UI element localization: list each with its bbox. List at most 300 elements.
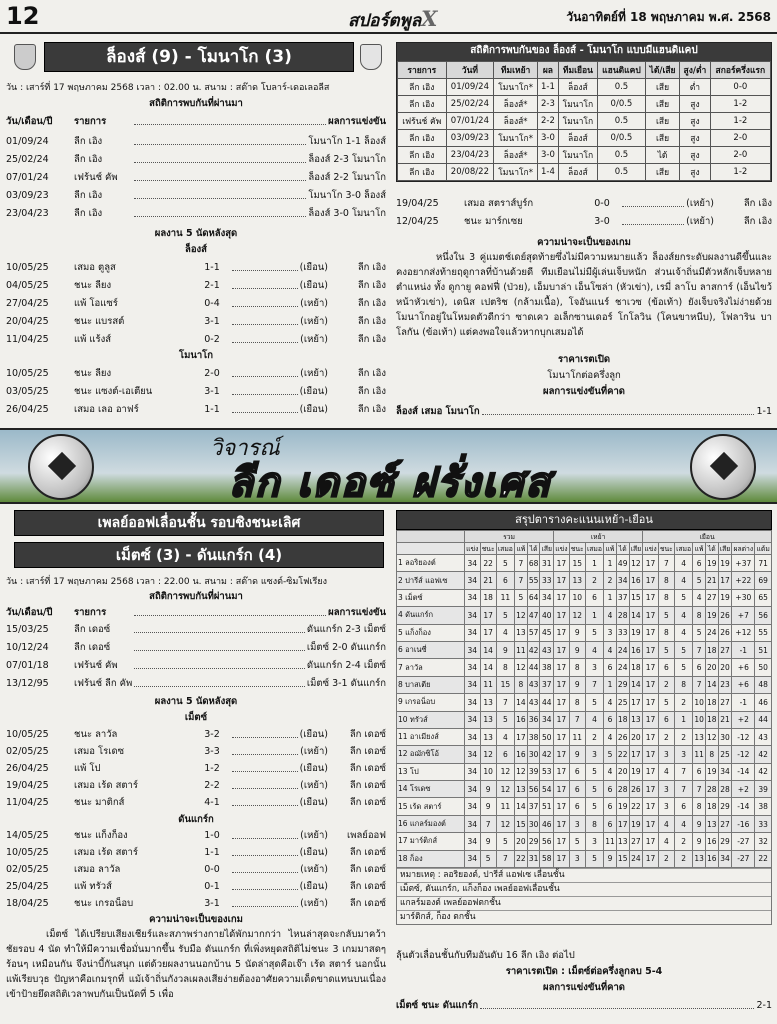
standings-cell: 4 [585, 711, 603, 728]
standings-cell: 15 [616, 850, 629, 867]
standings-cell: 7 [515, 555, 528, 572]
standings-cell: 17 [554, 572, 570, 589]
standings-cell: 4 [674, 607, 692, 624]
stat-cell: 1-1 [538, 79, 559, 96]
standings-cell: 9 [569, 676, 585, 693]
standings-cell: 19 [629, 763, 643, 780]
standings-cell: 25 [718, 746, 732, 763]
venue: (เหย้า) [300, 746, 328, 757]
standings-cell: 8 [569, 694, 585, 711]
pred-score: 1-1 [756, 406, 772, 417]
standings-cell: 11 [496, 798, 514, 815]
standings-cell: 24 [616, 659, 629, 676]
stat-cell: 2-3 [538, 96, 559, 113]
col-date: วัน/เดือน/ปี [6, 607, 53, 618]
standings-cell: 9 [569, 746, 585, 763]
standings-cell: 55 [527, 572, 540, 589]
stat-col-header: แฮนดิแคป [597, 62, 645, 79]
standings-cell: 17 [480, 624, 496, 641]
standings-cell: 34 [465, 850, 481, 867]
stat-cell: ลีก เอิง [398, 147, 447, 164]
match-date: 26/04/25 [6, 404, 49, 415]
standings-cell: 3 [569, 815, 585, 832]
standings-cell: 27 [718, 694, 732, 711]
match-date: 11/04/25 [6, 334, 49, 345]
score: 2-1 [204, 280, 220, 291]
standings-cell: 27 [629, 833, 643, 850]
h2h-row [6, 622, 386, 637]
opponent: แพ้ แร้งส์ [74, 334, 112, 345]
h2h-row [6, 658, 386, 673]
standings-cell: 7 [585, 676, 603, 693]
table-row [397, 763, 772, 780]
competition: ลีก เดอซ์ [349, 746, 386, 757]
competition: ลีก เอิง [743, 216, 772, 227]
standings-cell: 17 [643, 694, 659, 711]
standings-cell: 19 [718, 555, 732, 572]
page-header [0, 0, 777, 34]
standings-cell: 5 [585, 763, 603, 780]
score: 3-1 [204, 898, 220, 909]
standings-cell: 55 [755, 624, 772, 641]
standings-cell: -12 [732, 728, 755, 745]
standings-cell: 34 [465, 746, 481, 763]
standings-cell: 11 [693, 746, 706, 763]
standings-cell: 3 [658, 781, 674, 798]
match-date: 10/05/25 [6, 847, 49, 858]
form-row [6, 402, 386, 417]
venue: (เยือน) [299, 763, 328, 774]
standings-cell: 9 [480, 798, 496, 815]
dot-leader [232, 795, 298, 806]
brand-logo [348, 6, 437, 34]
standings-cell: 1 [585, 607, 603, 624]
standings-cell: -12 [732, 746, 755, 763]
match-date: 11/04/25 [6, 797, 49, 808]
playoff-title: เพลย์ออฟเลื่อนชั้น รอบชิงชนะเลิศ [14, 510, 384, 536]
standings-cell: 19 [705, 607, 718, 624]
team-name: 11 อาเมียงส์ [397, 728, 465, 745]
standings-cell: 10 [693, 694, 706, 711]
match1-h2h-header [6, 114, 386, 129]
standings-cell: 22 [616, 746, 629, 763]
standings-cell: 7 [693, 781, 706, 798]
standings-cell: 19 [705, 763, 718, 780]
standings-cell: 27 [705, 589, 718, 606]
standings-cell: 6 [693, 555, 706, 572]
standings-cell: 4 [674, 815, 692, 832]
venue: (เหย้า) [300, 334, 328, 345]
standings-cell: 6 [604, 781, 617, 798]
standings-cell: 34 [540, 589, 554, 606]
banner-subtitle: วิจารณ์ [210, 436, 280, 461]
standings-cell: 12 [496, 815, 514, 832]
stat-cell: 2-0 [710, 130, 770, 147]
competition: ลีก เอิง [74, 136, 103, 147]
standings-cell: 14 [629, 607, 643, 624]
lens-crest-icon [14, 44, 36, 70]
standings-cell: 10 [480, 763, 496, 780]
competition: เฟร้นช์ คัพ [74, 660, 118, 671]
standings-sub-header: ได้ [616, 543, 629, 555]
standings-sub-header: แพ้ [604, 543, 617, 555]
standings-cell: 4 [658, 763, 674, 780]
standings-cell: 7 [674, 763, 692, 780]
standings-cell: 34 [465, 833, 481, 850]
stat-col-header: วันที่ [446, 62, 494, 79]
dot-leader [232, 296, 298, 307]
form-row [6, 778, 386, 793]
standings-cell: 5 [658, 607, 674, 624]
standings-cell: 13 [480, 694, 496, 711]
stat-cell: 3-0 [538, 147, 559, 164]
stat-cell: เสีย [645, 96, 679, 113]
standings-cell: 17 [554, 641, 570, 658]
standings-cell: 17 [643, 555, 659, 572]
standings-cell: 6 [569, 798, 585, 815]
dot-leader [232, 828, 298, 839]
standings-cell: 1 [604, 589, 617, 606]
standings-cell: 8 [658, 589, 674, 606]
match2-h2h-title: สถิติการพบกันที่ผ่านมา [149, 591, 243, 602]
competition: ลีก เอิง [357, 386, 386, 397]
standings-note: เม็ตซ์, ดันแกร์ก, แก็งก็อง เพลย์ออฟเลื่อนชั้น [397, 882, 771, 896]
standings-cell: 36 [527, 711, 540, 728]
standings-cell: 17 [554, 781, 570, 798]
stat-cell: 0/0.5 [597, 130, 645, 147]
standings-cell: 2 [658, 676, 674, 693]
standings-cell: 6 [693, 763, 706, 780]
standings-cell: 8 [515, 676, 528, 693]
standings-note: แกลร์มองต์ เพลย์ออฟตกชั้น [397, 896, 771, 910]
standings-cell: 3 [585, 659, 603, 676]
standings-cell: 49 [616, 555, 629, 572]
match-date: 02/05/25 [6, 864, 49, 875]
standings-cell: 45 [540, 624, 554, 641]
venue: (เหย้า) [300, 898, 328, 909]
blank-cell [397, 543, 465, 555]
standings-cell: 4 [604, 607, 617, 624]
match-date: 07/01/18 [6, 660, 49, 671]
standings-cell: 5 [658, 641, 674, 658]
form-row [6, 761, 386, 776]
standings-cell: 34 [465, 572, 481, 589]
match-date: 07/01/24 [6, 172, 49, 183]
standings-cell: 10 [569, 589, 585, 606]
competition: ลีก เดอซ์ [349, 763, 386, 774]
table-row [397, 728, 772, 745]
standings-cell: 13 [569, 572, 585, 589]
page-number: 12 [6, 2, 40, 30]
match-date: 19/04/25 [396, 198, 439, 209]
dot-leader [134, 658, 305, 669]
standings-cell: 17 [554, 815, 570, 832]
standings-cell: 8 [658, 572, 674, 589]
standings-cell: 13 [705, 815, 718, 832]
standings-cell: 31 [527, 850, 540, 867]
stat-cell: ล็องส์* [494, 147, 538, 164]
standings-cell: 7 [496, 850, 514, 867]
banner-title: ลีก เดอซ์ ฝรั่งเศส [228, 460, 552, 504]
standings-cell: 30 [527, 815, 540, 832]
opponent: เสมอ เร้ด สตาร์ [74, 847, 138, 858]
standings-cell: 6 [604, 659, 617, 676]
standings-cell: 3 [604, 624, 617, 641]
match-date: 15/03/25 [6, 624, 49, 635]
stat-row [398, 164, 771, 181]
standings-cell: 15 [515, 815, 528, 832]
standings-cell: 4 [604, 728, 617, 745]
standings-cell: 12 [515, 763, 528, 780]
competition: ลีก เดอซ์ [349, 797, 386, 808]
standings-cell: 17 [643, 641, 659, 658]
opponent: ชนะ แบรสต์ [74, 316, 125, 327]
standings-sub-header: แข่ง [465, 543, 481, 555]
standings-cell: 46 [755, 694, 772, 711]
match-date: 10/05/25 [6, 729, 49, 740]
pred-text: ล็องส์ เสมอ โมนาโก [396, 406, 480, 417]
table-row [397, 607, 772, 624]
standings-cell: 18 [616, 711, 629, 728]
stat-cell: สูง [680, 147, 711, 164]
standings-cell: 43 [540, 641, 554, 658]
match1-odds: โมนาโกต่อครึ่งลูก [547, 370, 621, 381]
standings-cell: 17 [554, 763, 570, 780]
stat-cell: ได้ [645, 147, 679, 164]
standings-cell: 8 [674, 676, 692, 693]
match-date: 23/04/23 [6, 208, 49, 219]
standings-sub-header: แต้ม [755, 543, 772, 555]
standings-cell: 6 [604, 711, 617, 728]
standings-cell: +37 [732, 555, 755, 572]
score: 3-1 [204, 386, 220, 397]
dot-leader [232, 366, 298, 377]
stat-cell: ล็องส์ [558, 164, 597, 181]
standings-sub-header: แข่ง [554, 543, 570, 555]
standings-cell: -27 [732, 833, 755, 850]
standings-cell: -1 [732, 641, 755, 658]
standings-cell: 5 [693, 572, 706, 589]
standings-cell: 17 [643, 850, 659, 867]
dot-leader [134, 152, 306, 163]
standings-cell: 28 [616, 607, 629, 624]
h2h-row [6, 188, 386, 203]
standings-cell: 16 [705, 850, 718, 867]
standings-cell: 5 [585, 850, 603, 867]
standings-cell: 26 [718, 624, 732, 641]
venue: (เหย้า) [686, 198, 714, 209]
standings-cell: 20 [515, 833, 528, 850]
standings-sub-header: เสมอ [674, 543, 692, 555]
standings-cell: 15 [629, 589, 643, 606]
standings-cell: 17 [554, 833, 570, 850]
score: 0-4 [204, 298, 220, 309]
col-result: ผลการแข่งขัน [328, 607, 386, 618]
score: 2-0 [204, 368, 220, 379]
standings-cell: 2 [658, 728, 674, 745]
venue: (เยือน) [299, 797, 328, 808]
match-date: 18/04/25 [6, 898, 49, 909]
stat-cell: ลีก เอิง [398, 164, 447, 181]
standings-cell: 53 [540, 763, 554, 780]
stat-cell: ลีก เอิง [398, 79, 447, 96]
match-result: ดันแกร์ก 2-4 เม็ตซ์ [306, 660, 386, 671]
match-date: 04/05/25 [6, 280, 49, 291]
standings-cell: +30 [732, 589, 755, 606]
standings-cell: 17 [554, 728, 570, 745]
match-date: 03/09/23 [6, 190, 49, 201]
standings-cell: 5 [569, 833, 585, 850]
dot-leader [134, 676, 305, 687]
col-comp: รายการ [74, 607, 107, 618]
competition: เพลย์ออฟ [346, 830, 386, 841]
competition: ลีก เอิง [743, 198, 772, 209]
standings-cell: +6 [732, 676, 755, 693]
standings-cell: 56 [540, 833, 554, 850]
match-date: 25/02/24 [6, 154, 49, 165]
standings-cell: 12 [496, 781, 514, 798]
competition: เฟร้นช์ ลีก คัพ [74, 678, 133, 689]
dot-leader [232, 778, 298, 789]
stat-cell: เฟร้นช์ คัพ [398, 113, 447, 130]
standings-cell: 6 [674, 798, 692, 815]
issue-date: วันอาทิตย์ที่ 18 พฤษภาคม พ.ศ. 2568 [566, 10, 771, 24]
team-name: 10 ทรัวส์ [397, 711, 465, 728]
standings-cell: 7 [693, 676, 706, 693]
competition: ลีก เดอซ์ [349, 864, 386, 875]
h2h-row [6, 134, 386, 149]
standings-cell: 7 [496, 694, 514, 711]
match-date: 14/05/25 [6, 830, 49, 841]
standings-cell: 38 [540, 659, 554, 676]
match1-prob-title: ความน่าจะเป็นของเกม [537, 237, 631, 248]
standings-cell: 8 [569, 659, 585, 676]
standings-cell: 11 [604, 833, 617, 850]
standings-note: หมายเหตุ : ลอริยองต์, ปารีส์ แอฟเซ เลื่อนชั้น [397, 868, 771, 882]
standings-cell: 13 [693, 850, 706, 867]
opponent: ชนะ มาติกส์ [74, 797, 125, 808]
standings-cell: 9 [569, 624, 585, 641]
standings-cell: 1 [585, 555, 603, 572]
standings-cell: 19 [629, 815, 643, 832]
standings-cell: 8 [585, 815, 603, 832]
standings-cell: 27 [718, 815, 732, 832]
standings-cell: 33 [540, 572, 554, 589]
standings-cell: 17 [616, 815, 629, 832]
standings-group-header: เหย้า [554, 531, 643, 543]
standings-cell: 5 [674, 659, 692, 676]
stat-cell: 03/09/23 [446, 130, 494, 147]
stat-col-header: ทีมเหย้า [494, 62, 538, 79]
table-row [397, 798, 772, 815]
standings-cell: 12 [515, 607, 528, 624]
standings-cell: 22 [629, 798, 643, 815]
standings-cell: 1 [674, 711, 692, 728]
table-row [397, 659, 772, 676]
form-row [6, 384, 386, 399]
dot-leader [134, 170, 306, 181]
table-row [397, 711, 772, 728]
stat-cell: 23/04/23 [446, 147, 494, 164]
stat-row [398, 147, 771, 164]
match-result: โมนาโก 1-1 ล็องส์ [308, 136, 386, 147]
standings-sub-header: ชนะ [480, 543, 496, 555]
standings-cell: 6 [658, 711, 674, 728]
match-date: 19/04/25 [6, 780, 49, 791]
form-row [6, 828, 386, 843]
standings-sub-header: ชนะ [658, 543, 674, 555]
standings-cell: 17 [554, 555, 570, 572]
score: 1-2 [204, 763, 220, 774]
standings-cell: 4 [674, 624, 692, 641]
competition: ลีก เอิง [74, 190, 103, 201]
standings-cell: 13 [515, 624, 528, 641]
standings-cell: 11 [515, 641, 528, 658]
team-name: 1 ลอริยองต์ [397, 555, 465, 572]
table-row [397, 833, 772, 850]
standings-cell: 44 [527, 659, 540, 676]
stat-row [398, 96, 771, 113]
standings-cell: 2 [585, 572, 603, 589]
standings-cell: 34 [465, 763, 481, 780]
standings-cell: 17 [554, 589, 570, 606]
standings-cell: 4 [658, 833, 674, 850]
standings-cell: 37 [540, 676, 554, 693]
venue: (เหย้า) [300, 780, 328, 791]
stat-cell: 25/02/24 [446, 96, 494, 113]
standings-cell: 8 [658, 624, 674, 641]
competition: ลีก เดอซ์ [349, 847, 386, 858]
standings-cell: 31 [540, 555, 554, 572]
venue: (เยือน) [299, 386, 328, 397]
team-name: 18 ก็อง [397, 850, 465, 867]
match-date: 20/04/25 [6, 316, 49, 327]
match-result: เม็ตซ์ 3-1 ดันแกร์ก [306, 678, 386, 689]
stat-cell: 07/01/24 [446, 113, 494, 130]
standings-cell: 12 [705, 728, 718, 745]
stat-row [398, 113, 771, 130]
match-result: เม็ตซ์ 2-0 ดันแกร์ก [306, 642, 386, 653]
stat-cell: 3-0 [538, 130, 559, 147]
stat-cell: 0.5 [597, 113, 645, 130]
standings-cell: 56 [755, 607, 772, 624]
stat-col-header: ผล [538, 62, 559, 79]
stat-cell: 20/08/22 [446, 164, 494, 181]
standings-cell: 17 [643, 781, 659, 798]
match-date: 13/12/95 [6, 678, 49, 689]
opponent: ชนะ ลียง [74, 368, 112, 379]
dot-leader [232, 744, 298, 755]
standings-cell: 22 [515, 850, 528, 867]
standings-cell: 10 [693, 711, 706, 728]
standings-cell: 14 [705, 676, 718, 693]
standings-cell: 17 [643, 676, 659, 693]
standings-cell: 8 [693, 798, 706, 815]
standings-cell: 21 [480, 572, 496, 589]
form-row [6, 278, 386, 293]
standings-cell: 4 [604, 694, 617, 711]
standings-cell: 42 [540, 746, 554, 763]
score: 3-3 [204, 746, 220, 757]
form-row [6, 727, 386, 742]
standings-cell: 40 [540, 607, 554, 624]
team-name: 3 เม็ตซ์ [397, 589, 465, 606]
standings-sub-header: ชนะ [569, 543, 585, 555]
stat-col-header: ได้/เสีย [645, 62, 679, 79]
score: 3-1 [204, 316, 220, 327]
standings-cell: 17 [643, 815, 659, 832]
standings-cell: 6 [496, 572, 514, 589]
